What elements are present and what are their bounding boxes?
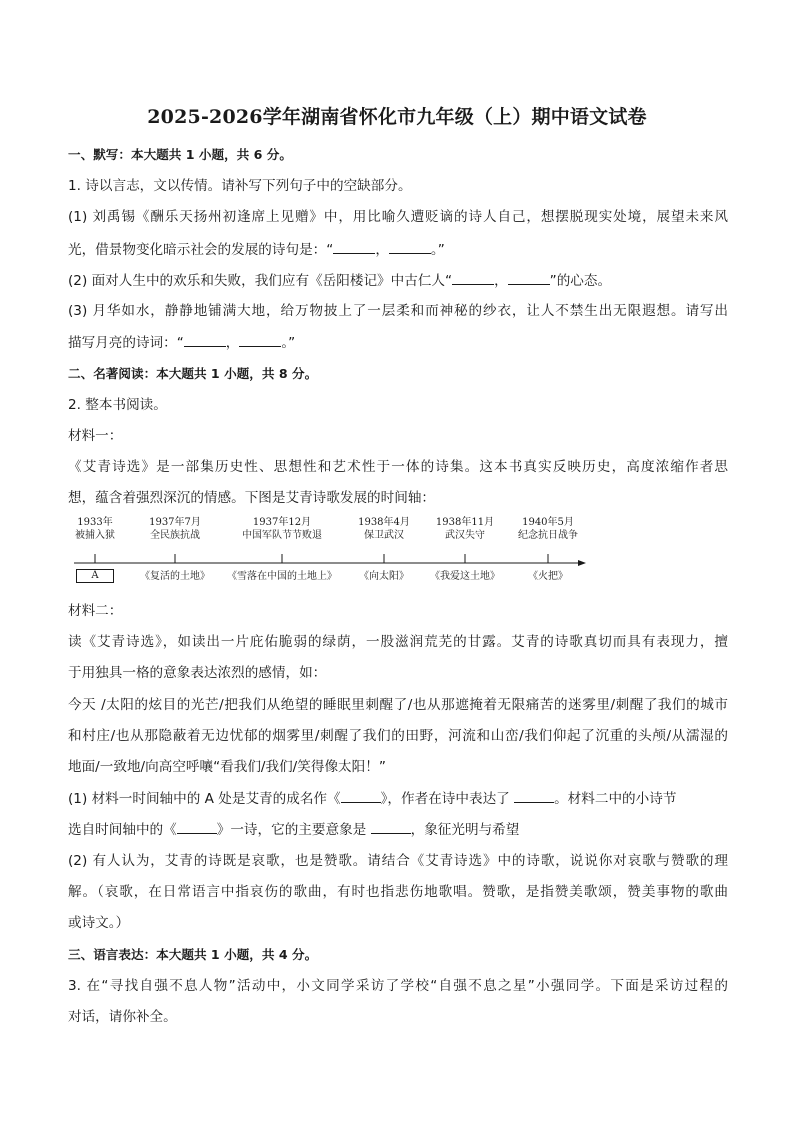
text-fragment: 描写月亮的诗词：“ [68,335,184,351]
section-3-note: 本大题共 1 小题，共 4 分。 [156,947,318,962]
timeline-work-a-box: A [76,569,114,583]
timeline-event-label: 全民族抗战 [150,530,200,541]
text-fragment: (2) 面对人生中的欢乐和失败，我们应有《岳阳楼记》中古仁人“ [68,273,453,289]
material-1-line-1: 《艾青诗选》是一部集历史性、思想性和艺术性于一体的诗集。这本书真实反映历史，高度浓缩作者思 [68,459,728,475]
section-3-heading [68,946,728,964]
material-2-label: 材料二： [68,603,123,619]
question-2-2-line-3: 或诗文。） [68,915,130,931]
material-1-line-2: 想，蕴含着强烈深沉的情感。下图是艾青诗歌发展的时间轴： [68,490,436,506]
answer-blank[interactable] [452,271,494,285]
timeline-event-label: 武汉失守 [445,530,485,541]
timeline-work: 《我爱这土地》 [430,571,500,582]
text-fragment: 。” [430,242,445,258]
timeline-year: 1940年5月 [522,517,574,528]
text-fragment: ，象征光明与希望 [410,822,520,838]
timeline-event [358,516,410,542]
section-2-heading [68,365,728,383]
timeline-event-label: 被捕入狱 [75,530,115,541]
answer-blank[interactable] [371,820,411,834]
answer-blank[interactable] [184,333,226,347]
question-2-1-line-2 [68,820,728,839]
text-fragment: ”的心态。 [549,273,612,289]
section-2-label: 二、名著阅读： [68,366,157,381]
timeline-year: 1938年11月 [435,517,495,528]
answer-blank[interactable] [177,820,217,834]
timeline-event [436,516,494,542]
question-2-1-line-1 [68,789,728,808]
answer-blank[interactable] [514,789,554,803]
question-2-2-line-2: 解。（哀歌，在日常语言中指哀伤的歌曲，有时也指悲伤地歌唱。赞歌，是指赞美歌颂，赞美事物的歌曲 [68,884,728,900]
question-1-2 [68,271,728,290]
timeline-event-label: 纪念抗日战争 [518,530,578,541]
material-2-line-2: 于用独具一格的意象表达浓烈的感情，如： [68,665,327,681]
text-fragment: 选自时间轴中的《 [68,822,177,838]
timeline-event [242,516,322,542]
section-2-note: 本大题共 1 小题，共 8 分。 [156,366,318,381]
timeline-event [149,516,201,542]
text-fragment: 》一诗，它的主要意象是 [216,822,367,838]
question-1-3-line-2 [68,333,728,352]
text-fragment: 》，作者在诗中表达了 [380,791,510,807]
section-1-heading [68,146,728,164]
section-1-note: 本大题共 1 小题，共 6 分。 [130,147,292,162]
question-1-1-line-1: (1) 刘禹锡《酬乐天扬州初逢席上见赠》中，用比喻久遭贬谪的诗人自己，想摆脱现实处境，展望未来风 [68,209,728,225]
question-2-2-line-1: (2) 有人认为，艾青的诗既是哀歌，也是赞歌。请结合《艾青诗选》中的诗歌，说说你对哀歌与赞歌的理 [68,853,728,869]
material-2-line-1: 读《艾青诗选》，如读出一片庇佑脆弱的绿荫，一股滋润荒芜的甘露。艾青的诗歌真切而具有表现力，擅 [68,634,728,650]
timeline-work: 《向太阳》 [359,571,409,582]
timeline-year: 1937年7月 [149,517,201,528]
text-fragment: 。材料二中的小诗节 [554,791,677,807]
timeline-year: 1933年 [77,517,113,528]
answer-blank[interactable] [508,271,550,285]
timeline-event [518,516,578,542]
text-fragment: 。” [281,335,296,351]
timeline-year: 1937年12月 [252,517,312,528]
poem-line-3: 地面/一致地/向高空呼嚷“看我们/我们/笑得像太阳！” [68,759,386,775]
question-3-line-1: 3. 在“寻找自强不息人物”活动中，小文同学采访了学校“自强不息之星”小强同学。下面是采访过程的 [68,978,728,994]
question-1-3-line-1: (3) 月华如水，静静地铺满大地，给万物披上了一层柔和而神秘的纱衣，让人不禁生出无限遐想。请写出 [68,303,728,319]
section-1-label: 一、默写： [68,147,131,162]
timeline-event-label: 中国军队节节败退 [242,530,322,541]
timeline-event [75,516,115,542]
text-fragment: 光，借景物变化暗示社会的发展的诗句是：“ [68,242,334,258]
poem-line-2: 和村庄/也从那隐蔽着无边忧郁的烟雾里/刺醒了我们的田野，河流和山峦/我们仰起了沉重的头颅/从濡湿的 [68,728,728,744]
question-1-prompt: 1. 诗以言志，文以传情。请补写下列句子中的空缺部分。 [68,178,412,194]
answer-blank[interactable] [333,240,375,254]
poetry-timeline [68,514,598,589]
poem-line-1: 今天 /太阳的炫目的光芒/把我们从绝望的睡眠里刺醒了/也从那遮掩着无限痛苦的迷雾里/刺醒了我们的城市 [68,697,728,713]
question-1-1-line-2 [68,240,728,259]
timeline-work: 《复活的土地》 [140,571,210,582]
timeline-work: 《雪落在中国的土地上》 [227,571,337,582]
material-1-label: 材料一： [68,428,123,444]
text-fragment: ， [375,242,389,258]
section-3-label: 三、语言表达： [68,947,157,962]
page-title: 2025-2026学年湖南省怀化市九年级（上）期中语文试卷 [147,106,647,128]
question-2-prompt: 2. 整本书阅读。 [68,397,167,413]
question-3-line-2: 对话，请你补全。 [68,1009,177,1025]
timeline-event-label: 保卫武汉 [364,530,404,541]
text-fragment: ， [225,335,240,351]
answer-blank[interactable] [341,789,381,803]
answer-blank[interactable] [239,333,281,347]
timeline-work: 《火把》 [528,571,568,582]
text-fragment: ， [494,273,508,289]
answer-blank[interactable] [389,240,431,254]
timeline-year: 1938年4月 [358,517,410,528]
text-fragment: (1) 材料一时间轴中的 A 处是艾青的成名作《 [68,791,341,807]
